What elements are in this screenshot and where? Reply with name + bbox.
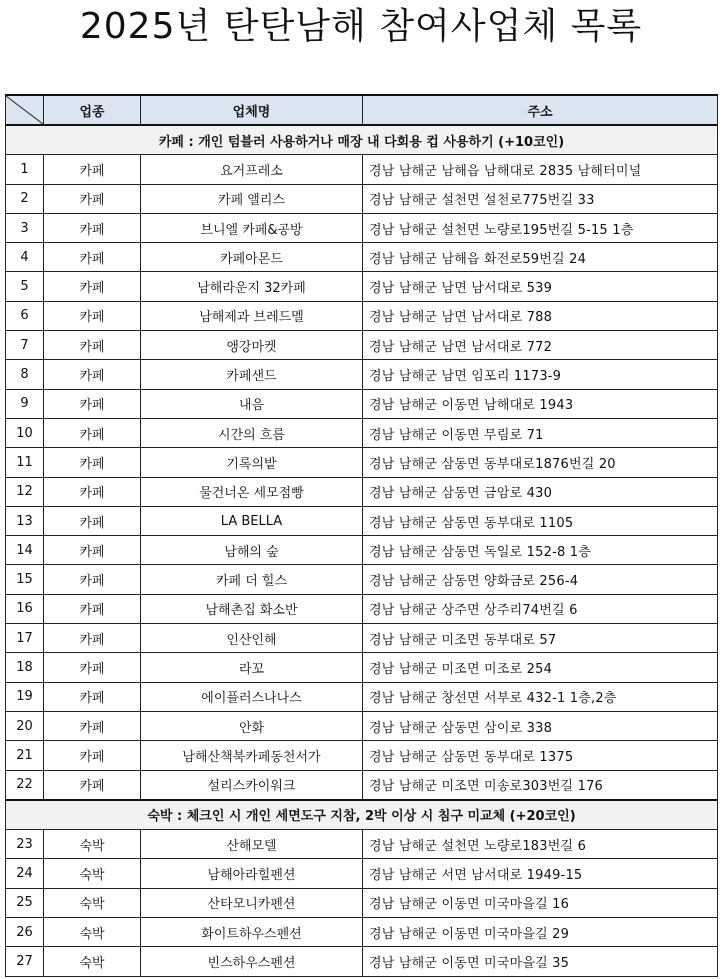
section-label: 카페 : 개인 텀블러 사용하거나 매장 내 다회용 컵 사용하기 (+10코인) bbox=[6, 125, 718, 155]
table-row bbox=[6, 301, 718, 330]
row-category: 카페 bbox=[44, 213, 141, 242]
row-category: 카페 bbox=[44, 184, 141, 213]
row-business-name: 남해아라힐펜션 bbox=[141, 859, 363, 888]
row-number: 17 bbox=[6, 624, 44, 653]
row-category: 숙박 bbox=[44, 918, 141, 947]
table-row bbox=[6, 360, 718, 389]
row-address: 경남 남해군 남면 남서대로 539 bbox=[363, 272, 718, 301]
row-business-name: 남해제과 브레드멜 bbox=[141, 301, 363, 330]
row-address: 경남 남해군 삼동면 양화금로 256-4 bbox=[363, 565, 718, 594]
row-category: 카페 bbox=[44, 448, 141, 477]
row-category: 카페 bbox=[44, 389, 141, 418]
table-row bbox=[6, 331, 718, 360]
table-row bbox=[6, 859, 718, 888]
row-address: 경남 남해군 미조면 동부대로 57 bbox=[363, 624, 718, 653]
table-row bbox=[6, 477, 718, 506]
row-category: 카페 bbox=[44, 711, 141, 740]
row-number: 19 bbox=[6, 682, 44, 711]
row-number: 18 bbox=[6, 653, 44, 682]
table-row bbox=[6, 624, 718, 653]
row-category: 카페 bbox=[44, 243, 141, 272]
row-business-name: 설리스카이워크 bbox=[141, 770, 363, 800]
row-number: 21 bbox=[6, 741, 44, 770]
table-row bbox=[6, 770, 718, 800]
row-number: 23 bbox=[6, 830, 44, 859]
row-address: 경남 남해군 이동면 무림로 71 bbox=[363, 418, 718, 447]
section-header-row bbox=[6, 800, 718, 830]
table-body bbox=[6, 125, 718, 976]
row-number: 1 bbox=[6, 155, 44, 184]
row-number: 3 bbox=[6, 213, 44, 242]
row-address: 경남 남해군 남해읍 화전로59번길 24 bbox=[363, 243, 718, 272]
row-category: 카페 bbox=[44, 594, 141, 623]
row-category: 숙박 bbox=[44, 830, 141, 859]
row-address: 경남 남해군 상주면 상주리74번길 6 bbox=[363, 594, 718, 623]
row-category: 카페 bbox=[44, 506, 141, 535]
row-number: 10 bbox=[6, 418, 44, 447]
row-business-name: 안화 bbox=[141, 711, 363, 740]
table-header-row bbox=[6, 95, 718, 125]
row-business-name: 브니엘 카페&공방 bbox=[141, 213, 363, 242]
row-category: 카페 bbox=[44, 272, 141, 301]
table-row bbox=[6, 243, 718, 272]
table-row bbox=[6, 830, 718, 859]
row-address: 경남 남해군 남면 남서대로 772 bbox=[363, 331, 718, 360]
row-address: 경남 남해군 이동면 남해대로 1943 bbox=[363, 389, 718, 418]
row-address: 경남 남해군 이동면 미국마을길 16 bbox=[363, 888, 718, 917]
row-number: 11 bbox=[6, 448, 44, 477]
row-address: 경남 남해군 남면 임포리 1173-9 bbox=[363, 360, 718, 389]
corner-cell bbox=[6, 95, 44, 125]
row-category: 카페 bbox=[44, 418, 141, 447]
row-number: 9 bbox=[6, 389, 44, 418]
row-business-name: 남해산책북카페동천서가 bbox=[141, 741, 363, 770]
table-row bbox=[6, 272, 718, 301]
row-number: 4 bbox=[6, 243, 44, 272]
row-number: 26 bbox=[6, 918, 44, 947]
header-address: 주소 bbox=[363, 95, 718, 125]
table-row bbox=[6, 888, 718, 917]
row-category: 카페 bbox=[44, 624, 141, 653]
row-address: 경남 남해군 설천면 노량로183번길 6 bbox=[363, 830, 718, 859]
row-business-name: 산해모텔 bbox=[141, 830, 363, 859]
row-number: 13 bbox=[6, 506, 44, 535]
row-number: 7 bbox=[6, 331, 44, 360]
row-business-name: 화이트하우스펜션 bbox=[141, 918, 363, 947]
row-address: 경남 남해군 이동면 미국마을길 35 bbox=[363, 947, 718, 976]
section-label: 숙박 : 체크인 시 개인 세면도구 지참, 2박 이상 시 침구 미교체 (+20코인) bbox=[6, 800, 718, 830]
row-category: 카페 bbox=[44, 360, 141, 389]
row-number: 2 bbox=[6, 184, 44, 213]
row-number: 16 bbox=[6, 594, 44, 623]
row-address: 경남 남해군 삼동면 동부대로1876번길 20 bbox=[363, 448, 718, 477]
row-category: 카페 bbox=[44, 741, 141, 770]
row-number: 27 bbox=[6, 947, 44, 976]
row-business-name: 시간의 흐름 bbox=[141, 418, 363, 447]
row-address: 경남 남해군 삼동면 삼이로 338 bbox=[363, 711, 718, 740]
row-address: 경남 남해군 남해읍 남해대로 2835 남해터미널 bbox=[363, 155, 718, 184]
row-business-name: 남해촌집 화소반 bbox=[141, 594, 363, 623]
row-business-name: 카페 앨리스 bbox=[141, 184, 363, 213]
row-business-name: 라꼬 bbox=[141, 653, 363, 682]
row-address: 경남 남해군 미조면 미송로303번길 176 bbox=[363, 770, 718, 800]
header-business-name: 업체명 bbox=[141, 95, 363, 125]
row-category: 카페 bbox=[44, 770, 141, 800]
table-row bbox=[6, 184, 718, 213]
row-category: 카페 bbox=[44, 682, 141, 711]
row-business-name: 빈스하우스펜션 bbox=[141, 947, 363, 976]
table-row bbox=[6, 594, 718, 623]
row-business-name: 카페아몬드 bbox=[141, 243, 363, 272]
row-category: 카페 bbox=[44, 477, 141, 506]
table-row bbox=[6, 536, 718, 565]
row-category: 카페 bbox=[44, 301, 141, 330]
table-row bbox=[6, 918, 718, 947]
row-category: 카페 bbox=[44, 331, 141, 360]
row-business-name: 카페샌드 bbox=[141, 360, 363, 389]
table-row bbox=[6, 155, 718, 184]
row-address: 경남 남해군 서면 남서대로 1949-15 bbox=[363, 859, 718, 888]
row-address: 경남 남해군 설천면 설천로775번길 33 bbox=[363, 184, 718, 213]
row-number: 25 bbox=[6, 888, 44, 917]
row-business-name: 인산인해 bbox=[141, 624, 363, 653]
row-address: 경남 남해군 미조면 미조로 254 bbox=[363, 653, 718, 682]
row-address: 경남 남해군 삼동면 독일로 152-8 1층 bbox=[363, 536, 718, 565]
table-row bbox=[6, 653, 718, 682]
row-business-name: 물건너온 세모점빵 bbox=[141, 477, 363, 506]
row-business-name: 산타모니카펜션 bbox=[141, 888, 363, 917]
diagonal-line-icon bbox=[6, 96, 43, 124]
row-number: 8 bbox=[6, 360, 44, 389]
row-category: 숙박 bbox=[44, 859, 141, 888]
table-row bbox=[6, 682, 718, 711]
row-business-name: 남해의 숲 bbox=[141, 536, 363, 565]
row-address: 경남 남해군 남면 남서대로 788 bbox=[363, 301, 718, 330]
row-number: 5 bbox=[6, 272, 44, 301]
table-row bbox=[6, 711, 718, 740]
row-address: 경남 남해군 삼동면 금암로 430 bbox=[363, 477, 718, 506]
row-category: 카페 bbox=[44, 653, 141, 682]
row-business-name: 에이플러스나나스 bbox=[141, 682, 363, 711]
row-address: 경남 남해군 삼동면 동부대로 1375 bbox=[363, 741, 718, 770]
table-row bbox=[6, 947, 718, 976]
row-business-name: LA BELLA bbox=[141, 506, 363, 535]
section-header-row bbox=[6, 125, 718, 155]
row-category: 카페 bbox=[44, 536, 141, 565]
table-row bbox=[6, 389, 718, 418]
row-business-name: 앵강마켓 bbox=[141, 331, 363, 360]
row-number: 22 bbox=[6, 770, 44, 800]
row-business-name: 카페 더 힐스 bbox=[141, 565, 363, 594]
row-category: 숙박 bbox=[44, 947, 141, 976]
row-business-name: 남해라운지 32카페 bbox=[141, 272, 363, 301]
table-row bbox=[6, 506, 718, 535]
row-number: 12 bbox=[6, 477, 44, 506]
table-row bbox=[6, 418, 718, 447]
business-table bbox=[5, 94, 718, 977]
row-business-name: 요거프레소 bbox=[141, 155, 363, 184]
table-row bbox=[6, 448, 718, 477]
row-address: 경남 남해군 창선면 서부로 432-1 1층,2층 bbox=[363, 682, 718, 711]
page-title: 2025년 탄탄남해 참여사업체 목록 bbox=[79, 6, 643, 47]
row-number: 20 bbox=[6, 711, 44, 740]
table-row bbox=[6, 565, 718, 594]
row-business-name: 기록의밭 bbox=[141, 448, 363, 477]
row-category: 카페 bbox=[44, 565, 141, 594]
row-category: 카페 bbox=[44, 155, 141, 184]
row-number: 15 bbox=[6, 565, 44, 594]
table-row bbox=[6, 741, 718, 770]
row-business-name: 내음 bbox=[141, 389, 363, 418]
table-row bbox=[6, 213, 718, 242]
row-address: 경남 남해군 삼동면 동부대로 1105 bbox=[363, 506, 718, 535]
row-number: 14 bbox=[6, 536, 44, 565]
row-address: 경남 남해군 설천면 노량로195번길 5-15 1층 bbox=[363, 213, 718, 242]
row-number: 24 bbox=[6, 859, 44, 888]
row-address: 경남 남해군 이동면 미국마을길 29 bbox=[363, 918, 718, 947]
row-category: 숙박 bbox=[44, 888, 141, 917]
header-category: 업종 bbox=[44, 95, 141, 125]
row-number: 6 bbox=[6, 301, 44, 330]
